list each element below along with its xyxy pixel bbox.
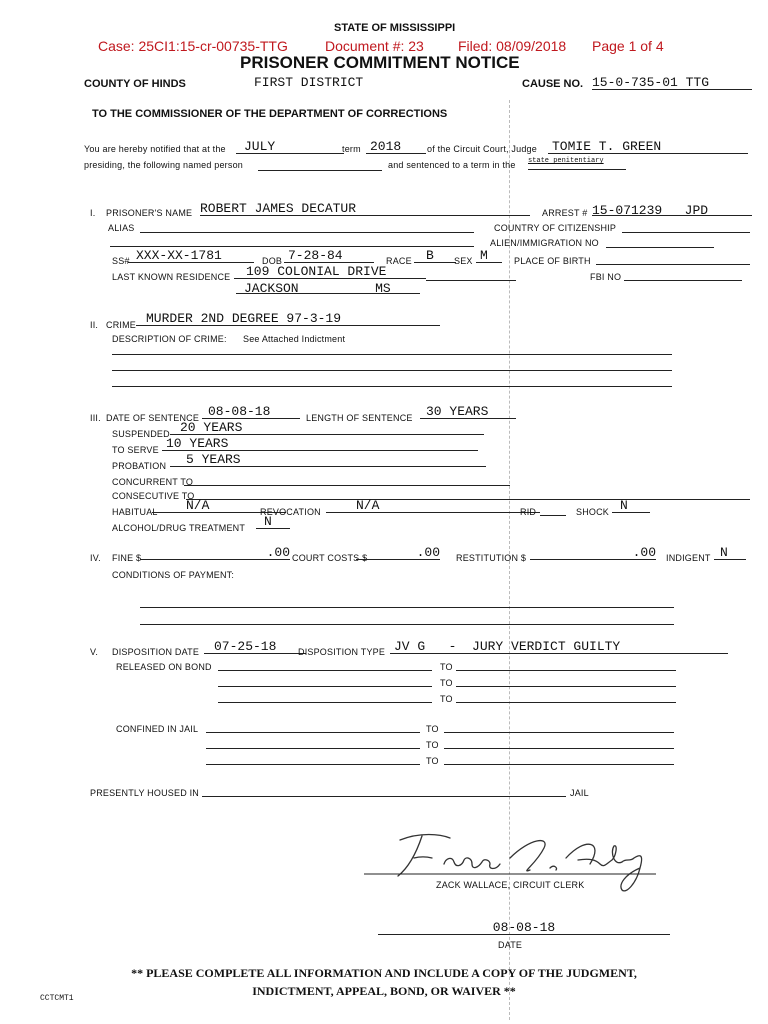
race-label: RACE [386, 256, 412, 266]
clerk-name: ZACK WALLACE, CIRCUIT CLERK [436, 880, 585, 890]
judge-field: TOMIE T. GREEN [548, 139, 748, 154]
stamp-filed-date: Filed: 08/09/2018 [458, 38, 567, 54]
shock-field: N [612, 498, 650, 513]
jail-line-2 [206, 734, 420, 749]
revocation-field: N/A [326, 498, 540, 513]
court-costs-field: .00 [356, 545, 440, 560]
alias-line-2 [110, 232, 474, 247]
crime-label: CRIME [106, 320, 136, 330]
ss-label: SS# [112, 256, 130, 266]
alien-label: ALIEN/IMMIGRATION NO [490, 238, 599, 248]
restitution-label: RESTITUTION $ [456, 553, 527, 563]
housed-line [202, 782, 566, 797]
residence-city: JACKSON [244, 281, 299, 296]
arrest-label: ARREST # [542, 208, 588, 218]
bond-line-2 [218, 672, 432, 687]
conditions-line-2 [140, 610, 674, 625]
description-label: DESCRIPTION OF CRIME: [112, 334, 227, 344]
clerk-signature [360, 824, 660, 902]
consecutive-label: CONSECUTIVE TO [112, 491, 195, 501]
disposition-date-field: 07-25-18 [204, 639, 306, 654]
footer-line-2: INDICTMENT, APPEAL, BOND, OR WAIVER ** [252, 984, 516, 998]
description-value: See Attached Indictment [243, 334, 346, 344]
section-4-number: IV. [90, 553, 101, 563]
birthplace-line [596, 250, 750, 265]
ss-field: XXX-XX-1781 [128, 248, 254, 263]
disposition-date-label: DISPOSITION DATE [112, 647, 200, 657]
habitual-label: HABITUAL [112, 507, 158, 517]
alcohol-label: ALCOHOL/DRUG TREATMENT [112, 523, 246, 533]
fine-label: FINE $ [112, 553, 142, 563]
fbi-line [624, 266, 742, 281]
to-serve-field: 10 YEARS [162, 436, 478, 451]
notice-text-3: presiding, the following named person [84, 160, 243, 170]
sentence-date-field: 08-08-18 [202, 404, 300, 419]
dob-label: DOB [262, 256, 283, 266]
to-commissioner: TO THE COMMISSIONER OF THE DEPARTMENT OF CORRECTIONS [92, 108, 448, 120]
released-bond-label: RELEASED ON BOND [116, 662, 212, 672]
probation-label: PROBATION [112, 461, 167, 471]
jail-to-line-2 [444, 734, 674, 749]
stamp-page: Page 1 of 4 [592, 38, 664, 54]
suspended-label: SUSPENDED [112, 429, 170, 439]
sex-label: SEX [454, 256, 473, 266]
term-month-field: JULY [236, 139, 344, 154]
page-title: PRISONER COMMITMENT NOTICE [240, 53, 520, 72]
alien-line [606, 233, 714, 248]
citizenship-line [622, 218, 750, 233]
stamp-document-number: Document #: 23 [325, 38, 424, 54]
district: FIRST DISTRICT [254, 75, 364, 90]
jail-to-label-2: TO [426, 740, 439, 750]
bond-to-label-3: TO [440, 694, 453, 704]
fine-field: .00 [140, 545, 290, 560]
residence-street-field: 109 COLONIAL DRIVE [234, 264, 426, 279]
sentence-length-field: 30 YEARS [420, 404, 516, 419]
race-field: B [414, 248, 456, 263]
term-label: term [342, 144, 361, 154]
residence-city-field [236, 279, 420, 294]
section-3-number: III. [90, 413, 101, 423]
term-year-field: 2018 [366, 139, 426, 154]
notice-text-1: You are hereby notified that at the [84, 144, 226, 154]
rid-line [540, 501, 566, 516]
conditions-line-1 [140, 593, 674, 608]
sentence-date-label: DATE OF SENTENCE [106, 413, 200, 423]
jail-to-label-3: TO [426, 756, 439, 766]
bond-to-label-1: TO [440, 662, 453, 672]
birthplace-label: PLACE OF BIRTH [514, 256, 591, 266]
jail-to-label-1: TO [426, 724, 439, 734]
stamp-case-number: Case: 25CI1:15-cr-00735-TTG [98, 38, 288, 54]
revocation-label: REVOCATION [260, 507, 321, 517]
notice-text-4: and sentenced to a term in the [388, 160, 516, 170]
sex-field: M [476, 248, 502, 263]
cause-label: CAUSE NO. [522, 78, 584, 90]
to-serve-label: TO SERVE [112, 445, 159, 455]
crime-field: MURDER 2ND DEGREE 97-3-19 [136, 311, 440, 326]
dob-field: 7-28-84 [284, 248, 374, 263]
bond-line-1 [218, 656, 432, 671]
notice-text-2: of the Circuit Court, Judge [427, 144, 537, 154]
facility-field: state penitentiary [528, 157, 626, 170]
form-code: CCTCMT1 [40, 994, 74, 1003]
signature-date-field: 08-08-18 [378, 920, 670, 935]
shock-label: SHOCK [576, 507, 610, 517]
bond-to-line-1 [456, 656, 676, 671]
description-line-2 [112, 356, 672, 371]
bond-line-3 [218, 688, 432, 703]
rid-label: RID [520, 507, 537, 517]
citizenship-label: COUNTRY OF CITIZENSHIP [494, 223, 617, 233]
conditions-label: CONDITIONS OF PAYMENT: [112, 570, 235, 580]
arrest-number: 15-071239 [592, 203, 663, 218]
alias-label: ALIAS [108, 223, 135, 233]
housed-suffix: JAIL [570, 788, 589, 798]
arrest-agency: JPD [684, 203, 709, 218]
indigent-field: N [714, 545, 746, 560]
person-line [258, 156, 382, 171]
housed-label: PRESENTLY HOUSED IN [90, 788, 199, 798]
section-2-number: II. [90, 320, 99, 330]
bond-to-line-2 [456, 672, 676, 687]
description-line-1 [112, 340, 672, 355]
jail-to-line-3 [444, 750, 674, 765]
sentence-length-label: LENGTH OF SENTENCE [306, 413, 413, 423]
jail-to-line-1 [444, 718, 674, 733]
residence-state: MS [375, 281, 391, 296]
description-line-3 [112, 372, 672, 387]
jail-line-3 [206, 750, 420, 765]
alcohol-field: N [256, 514, 290, 529]
concurrent-line [184, 471, 510, 486]
alias-line [140, 218, 474, 233]
state-heading: STATE OF MISSISSIPPI [334, 22, 456, 34]
residence-label: LAST KNOWN RESIDENCE [112, 272, 231, 282]
court-costs-label: COURT COSTS $ [292, 553, 368, 563]
arrest-field [592, 201, 752, 216]
residence-line-ext [426, 266, 516, 281]
suspended-field: 20 YEARS [170, 420, 484, 435]
probation-field: 5 YEARS [170, 452, 486, 467]
habitual-field: N/A [152, 498, 286, 513]
bond-to-line-3 [456, 688, 676, 703]
county-label: COUNTY OF HINDS [84, 78, 186, 90]
concurrent-label: CONCURRENT TO [112, 477, 194, 487]
fbi-label: FBI NO [590, 272, 622, 282]
restitution-field: .00 [530, 545, 656, 560]
jail-line-1 [206, 718, 420, 733]
footer-line-1: ** PLEASE COMPLETE ALL INFORMATION AND INCLUDE A COPY OF THE JUDGMENT, [131, 966, 637, 980]
bond-to-label-2: TO [440, 678, 453, 688]
indigent-label: INDIGENT [666, 553, 711, 563]
confined-jail-label: CONFINED IN JAIL [116, 724, 199, 734]
section-1-number: I. [90, 208, 96, 218]
cause-number-field: 15-0-735-01 TTG [592, 75, 752, 90]
signature-date-label: DATE [498, 940, 523, 950]
prisoner-name-label: PRISONER'S NAME [106, 208, 193, 218]
disposition-type-field: JV G - JURY VERDICT GUILTY [390, 639, 728, 654]
prisoner-name-field: ROBERT JAMES DECATUR [200, 201, 530, 216]
section-5-number: V. [90, 647, 99, 657]
disposition-type-label: DISPOSITION TYPE [298, 647, 386, 657]
